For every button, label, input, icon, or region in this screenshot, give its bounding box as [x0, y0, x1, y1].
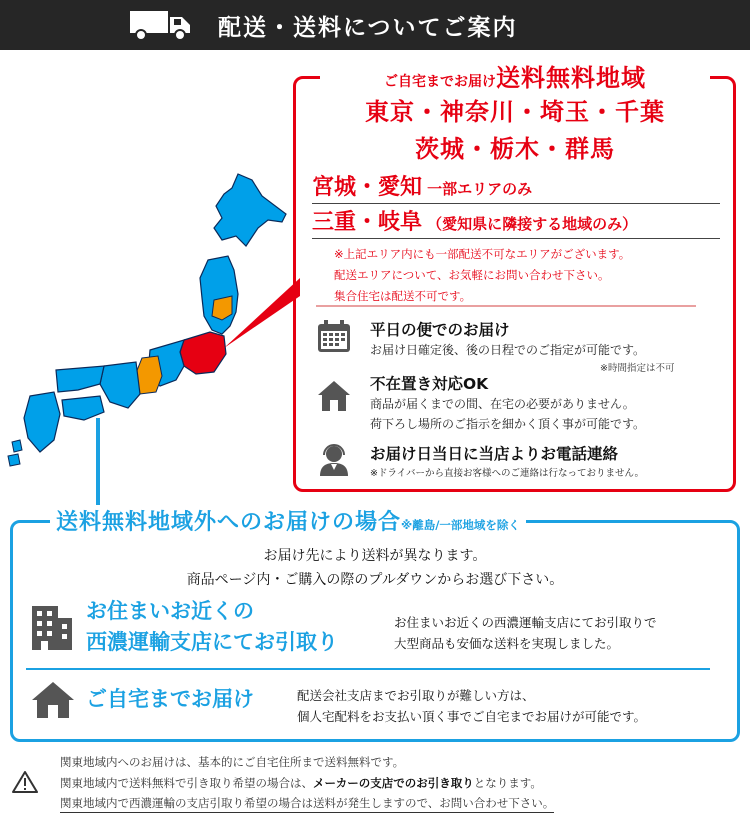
service-title: 不在置き対応OK [370, 375, 489, 393]
option-home-desc-line: 個人宅配料をお支払い頂く事でご自宅までお届けが可能です。 [297, 709, 647, 724]
region-line-1: 東京・神奈川・埼玉・千葉 [365, 98, 665, 126]
map-kansai [100, 362, 140, 408]
free-area-lead: ご自宅までお届け [384, 74, 496, 90]
service-desc [370, 464, 644, 484]
partial-area-2-prefs: 三重・岐阜 [312, 210, 423, 235]
map-kanto [180, 332, 226, 374]
option-pickup-title [86, 596, 338, 658]
option-pickup-title-line: お住まいお近くの [86, 599, 254, 623]
footer-line-1: 関東地域内へのお届けは、基本的にご自宅住所まで送料無料です。 [60, 755, 405, 769]
outside-sub-1: お届け先により送料が異なります。 [263, 548, 487, 564]
partial-area-1 [312, 170, 720, 204]
partial-area-2-note: （愛知県に隣接する地域のみ） [427, 215, 638, 233]
note-line: 配送エリアについて、お気軽にお問い合わせ下さい。 [334, 268, 610, 282]
outside-area-title: 送料無料地域外へのお届けの場合 [56, 510, 402, 535]
footer-text: となります。 [473, 776, 542, 790]
partial-area-2 [312, 205, 720, 239]
free-area-heading [320, 58, 710, 93]
option-pickup-desc-line: お住まいお近くの西濃運輸支店にてお引取りで [394, 615, 657, 630]
warning-icon [12, 770, 38, 794]
free-area-notes [334, 244, 630, 307]
footer-line-2 [60, 775, 542, 791]
building-icon [30, 602, 74, 650]
note-line: 集合住宅は配送不可です。 [334, 289, 472, 303]
divider [26, 668, 710, 670]
service-desc-line: ※ドライバーから直接お客様へのご連絡は行なっておりません。 [370, 468, 645, 479]
footer-text: 関東地域内で送料無料で引き取り希望の場合は、 [60, 776, 313, 790]
map-chugoku [56, 366, 104, 392]
service-desc-line: お届け日確定後、後の日程でのご指定が可能です。 [370, 343, 646, 357]
map-hokkaido [214, 174, 286, 246]
option-pickup-desc-line: 大型商品も安価な送料を実現しました。 [394, 636, 620, 651]
outside-area-note: ※離島/一部地域を除く [401, 518, 520, 532]
service-desc [370, 340, 645, 360]
page-title: 配送・送料についてご案内 [218, 15, 518, 41]
option-home-desc-line: 配送会社支店までお引取りが難しい方は、 [297, 688, 535, 703]
calendar-icon [316, 318, 352, 354]
service-desc-line: 商品が届くまでの間、在宅の必要がありません。 [370, 397, 635, 411]
service-title: 平日の便でのお届け [370, 321, 510, 339]
map-island-1 [12, 440, 22, 452]
outside-sub-2: 商品ページ内・ご購入の際のプルダウンからお選び下さい。 [186, 572, 564, 588]
partial-area-1-prefs: 宮城・愛知 [312, 175, 423, 200]
japan-map [0, 170, 300, 490]
page-header [0, 0, 750, 50]
service-unattended [316, 372, 716, 432]
footer-emphasis: メーカーの支店でのお引き取り [313, 776, 474, 790]
operator-icon [316, 442, 352, 478]
truck-icon [130, 11, 192, 41]
house-icon [316, 378, 352, 414]
option-pickup-title-line: 西濃運輸支店にてお引取り [86, 630, 338, 654]
divider [316, 305, 696, 307]
option-pickup-desc [394, 612, 657, 654]
note-line: ※上記エリア内にも一部配送不可なエリアがございます。 [334, 247, 631, 261]
map-kyushu [24, 392, 60, 452]
region-line-2: 茨城・栃木・群馬 [415, 135, 615, 163]
partial-area-1-note: 一部エリアのみ [427, 180, 533, 198]
map-shikoku [62, 396, 104, 420]
service-title: お届け日当日に当店よりお電話連絡 [370, 445, 619, 463]
map-island-2 [8, 454, 20, 466]
footer-line-3: 関東地域内で西濃運輸の支店引取り希望の場合は送料が発生しますので、お問い合わせ下さい。 [60, 795, 554, 813]
service-phone-contact [316, 442, 716, 486]
service-note: ※時間指定は不可 [600, 363, 675, 374]
map-tohoku [200, 256, 238, 334]
service-weekday [316, 318, 716, 372]
free-area-title: 送料無料地域 [496, 64, 646, 92]
service-desc [370, 394, 645, 434]
option-home-desc [297, 685, 646, 727]
service-desc-line: 荷下ろし場所のご指示を細かく頂く事が可能です。 [370, 417, 646, 431]
house-icon [30, 680, 76, 720]
outside-area-heading [50, 505, 526, 536]
option-home-title: ご自宅までお届け [86, 687, 254, 711]
